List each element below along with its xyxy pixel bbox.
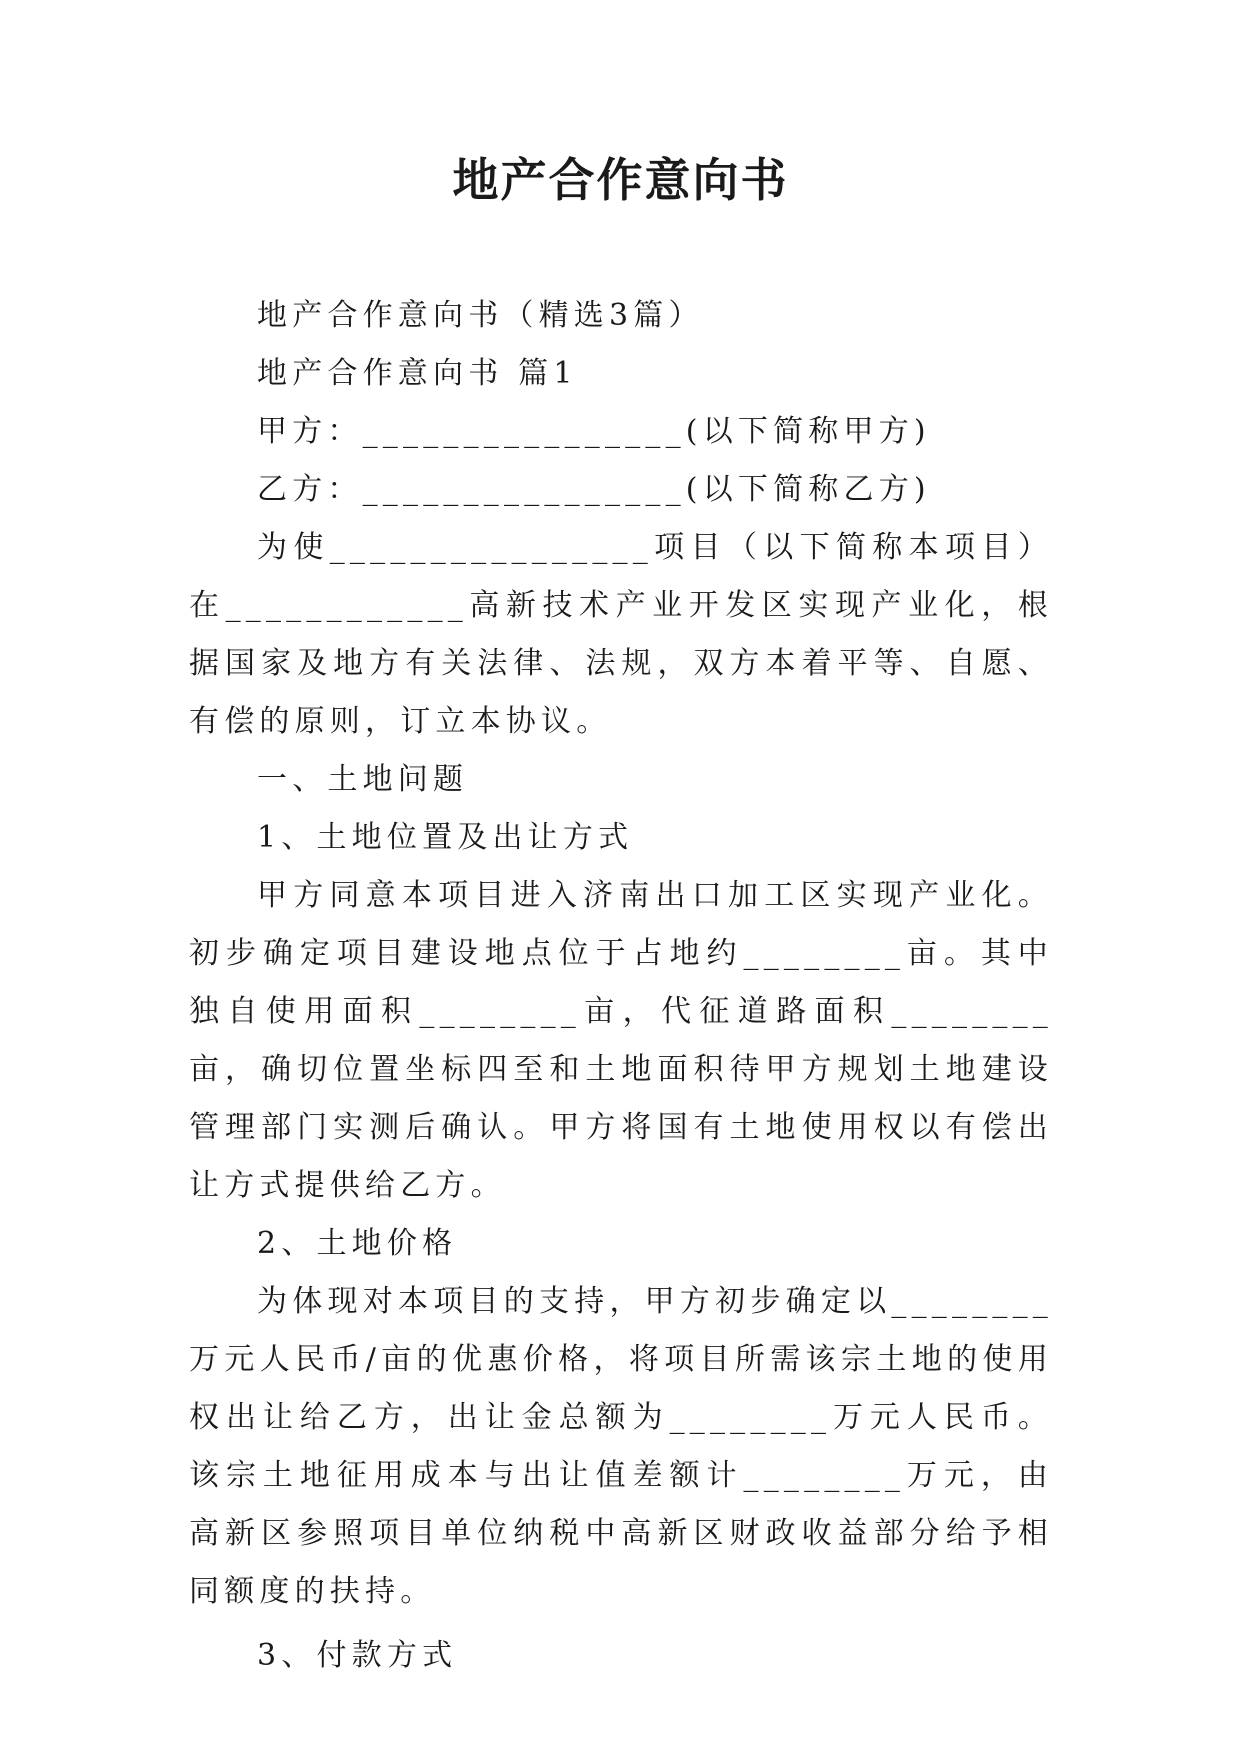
section-heading: 地产合作意向书 篇1: [257, 356, 578, 391]
land-price-paragraph: 为体现对本项目的支持，甲方初步确定以________万元人民币/亩的优惠价格，将项目所需该宗土地的使用权出让给乙方，出让金总额为________万元人民币。该宗土地征用成本与出让值差额计________万元，由高新区参照项目单位纳税中高新区财政收益部分给予相同额度的扶持。: [189, 1284, 1053, 1609]
subtitle-paragraph: 地产合作意向书（精选3篇）: [257, 298, 704, 333]
payment-method-heading: 3、付款方式: [257, 1638, 458, 1673]
document-title: 地产合作意向书: [452, 153, 789, 207]
land-location-heading: 1、土地位置及出让方式: [257, 820, 634, 855]
intro-paragraph: 为使________________项目（以下简称本项目）在____________高新技术产业开发区实现产业化，根据国家及地方有关法律、法规，双方本着平等、自愿、有偿的原则，订立本协议。: [189, 530, 1053, 739]
land-issue-heading: 一、土地问题: [257, 762, 469, 797]
party-b-line: 乙方：________________(以下简称乙方): [257, 472, 931, 507]
document-body: [189, 287, 1053, 1685]
land-price-heading: 2、土地价格: [257, 1226, 458, 1261]
party-a-line: 甲方：________________(以下简称甲方): [257, 414, 931, 449]
land-location-paragraph: 甲方同意本项目进入济南出口加工区实现产业化。初步确定项目建设地点位于占地约________亩。其中独自使用面积________亩，代征道路面积________亩，确切位置坐标四至和土地面积待甲方规划土地建设管理部门实测后确认。甲方将国有土地使用权以有偿出让方式提供给乙方。: [189, 878, 1053, 1203]
